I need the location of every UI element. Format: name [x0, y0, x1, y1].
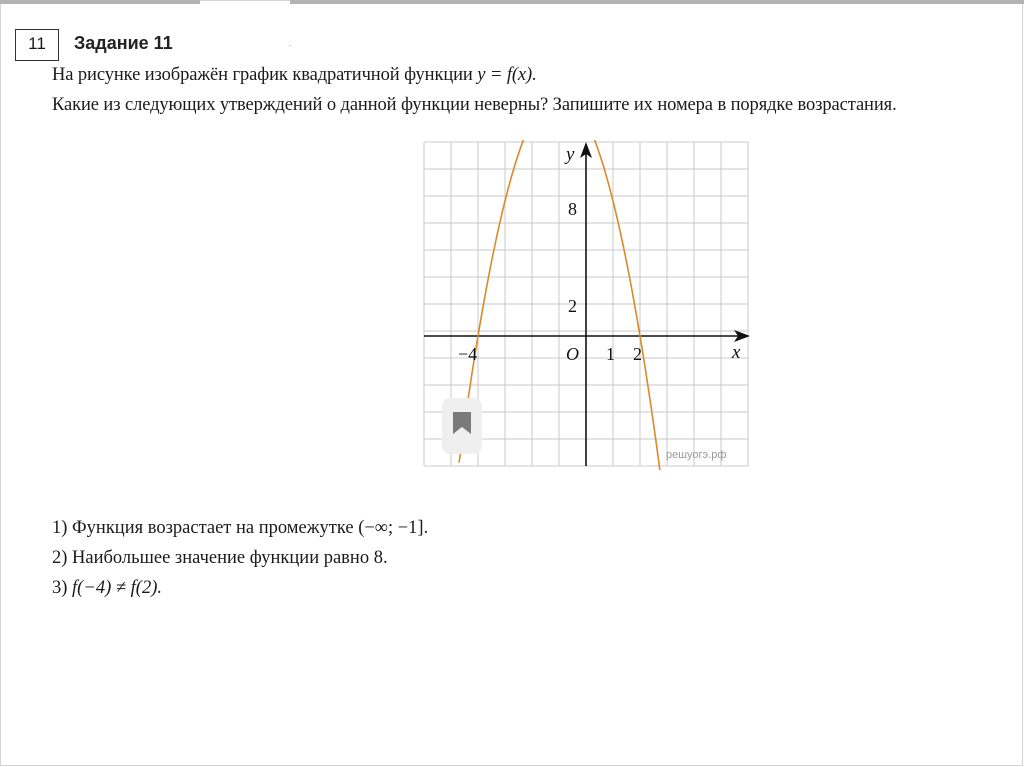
label-x-1: 1 — [606, 344, 615, 364]
decorative-dot: . — [289, 38, 292, 48]
axis-x-label: x — [732, 342, 741, 363]
statement-3-num: 3) — [52, 578, 68, 598]
label-y-2: 2 — [568, 296, 577, 316]
question-line: Какие из следующих утверждений о данной функции неверны? Запишите их номера в порядке возрастания. — [52, 95, 897, 115]
task-title: Задание 11 — [74, 33, 173, 53]
function-graph — [420, 140, 752, 470]
statement-2-text: Наибольшее значение функции равно 8. — [72, 548, 388, 568]
label-x-neg4: −4 — [458, 344, 478, 364]
statement-2 — [52, 548, 388, 569]
function-expression: y = f(x). — [477, 65, 537, 85]
label-origin: O — [566, 344, 579, 364]
intro-line — [52, 65, 537, 86]
top-rule-right — [290, 0, 1024, 4]
task-number-box: 11 — [15, 29, 59, 61]
graph-svg — [420, 140, 752, 470]
bookmark-icon — [442, 398, 482, 454]
statement-3-text: f(−4) ≠ f(2). — [72, 578, 162, 598]
label-y-8: 8 — [568, 199, 577, 219]
label-x-2: 2 — [633, 344, 642, 364]
statement-1 — [52, 518, 428, 539]
statement-2-num: 2) — [52, 548, 68, 568]
statement-1-num: 1) — [52, 518, 68, 538]
watermark: решуогэ.рф — [666, 449, 727, 461]
axis-y-label: y — [566, 144, 575, 165]
statement-3 — [52, 578, 162, 599]
top-rule-left — [0, 0, 200, 4]
statement-1-text: Функция возрастает на промежутке (−∞; −1]. — [72, 518, 429, 538]
intro-text: На рисунке изображён график квадратичной функции — [52, 65, 473, 85]
